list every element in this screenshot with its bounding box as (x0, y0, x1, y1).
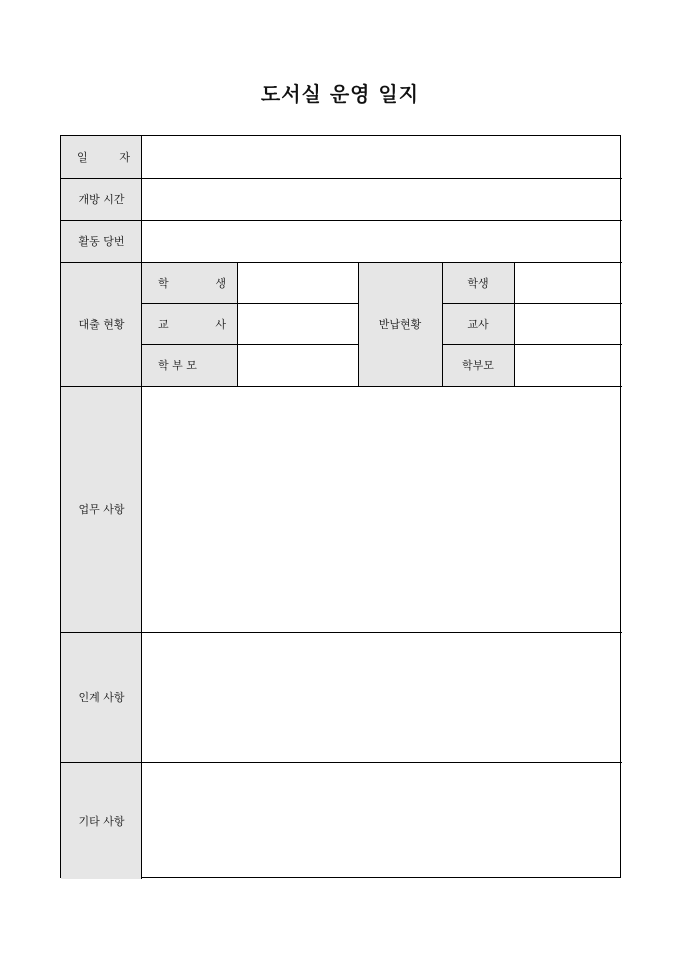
loan-parent-text: 학 부 모 (158, 359, 197, 372)
grid-line (142, 303, 358, 304)
loan-student-char-1: 학 (158, 276, 169, 290)
loan-parent-label (142, 344, 238, 386)
document-title: 도서실 운영 일지 (260, 82, 420, 106)
log-table (60, 135, 621, 878)
grid-line (61, 262, 622, 263)
grid-line (442, 262, 443, 386)
grid-line (142, 344, 358, 345)
etc-field[interactable] (142, 762, 622, 879)
work-field[interactable] (142, 386, 622, 632)
label-etc: 기타 사항 (61, 762, 142, 879)
return-teacher-field[interactable] (514, 303, 622, 344)
grid-line (61, 178, 622, 179)
handover-field[interactable] (142, 632, 622, 762)
grid-line (141, 136, 142, 879)
return-parent-label: 학부모 (442, 344, 514, 386)
grid-line (442, 303, 622, 304)
grid-line (514, 262, 515, 386)
label-handover: 인계 사항 (61, 632, 142, 762)
loan-teacher-char-2: 사 (215, 317, 226, 331)
label-work: 업무 사항 (61, 386, 142, 632)
label-return-status: 반납현황 (358, 262, 442, 386)
grid-line (61, 632, 622, 633)
grid-line (442, 344, 622, 345)
loan-parent-field[interactable] (238, 344, 358, 386)
label-duty: 활동 당번 (61, 220, 142, 262)
loan-teacher-label (142, 303, 238, 344)
loan-student-field[interactable] (238, 262, 358, 303)
loan-teacher-char-1: 교 (158, 317, 169, 331)
label-date (61, 136, 142, 178)
label-date-char-2: 자 (119, 151, 130, 164)
return-parent-field[interactable] (514, 344, 622, 386)
duty-field[interactable] (142, 220, 622, 262)
grid-line (358, 262, 359, 386)
grid-line (61, 762, 622, 763)
date-field[interactable] (142, 136, 622, 178)
label-open-time: 개방 시간 (61, 178, 142, 220)
loan-student-char-2: 생 (215, 276, 226, 290)
return-student-field[interactable] (514, 262, 622, 303)
grid-line (61, 386, 622, 387)
return-teacher-label: 교사 (442, 303, 514, 344)
grid-line (237, 262, 238, 386)
loan-teacher-field[interactable] (238, 303, 358, 344)
loan-student-label (142, 262, 238, 303)
return-student-label: 학생 (442, 262, 514, 303)
open-time-field[interactable] (142, 178, 622, 220)
label-date-char-1: 일 (77, 151, 88, 164)
grid-line (61, 220, 622, 221)
label-loan-status: 대출 현황 (61, 262, 142, 386)
